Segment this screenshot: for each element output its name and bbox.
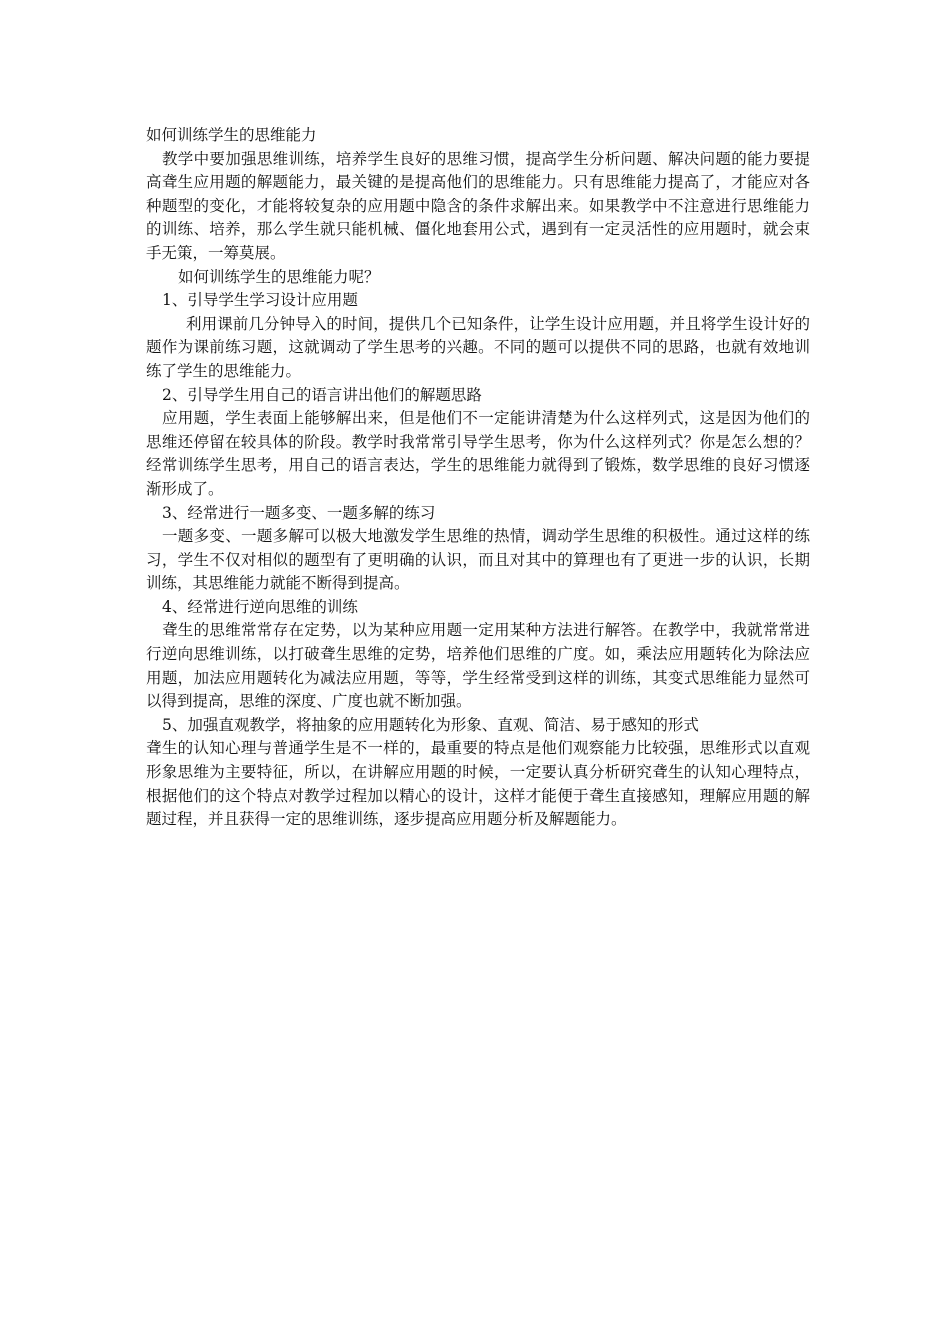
section-body-4: 聋生的思维常常存在定势，以为某种应用题一定用某种方法进行解答。在教学中，我就常常进行逆向思维训练，以打破聋生思维的定势，培养他们思维的广度。如，乘法应用题转化为除法应用题，加法应用题转化为减法应用题，等等，学生经常受到这样的训练，其变式思维能力显然可以得到提高，思维的深度、广度也就不断加强。 xyxy=(146,621,810,711)
document-title: 如何训练学生的思维能力 xyxy=(146,126,317,144)
section-heading-1: 1、引导学生学习设计应用题 xyxy=(162,291,358,310)
document-page xyxy=(146,124,810,832)
section-heading-2: 2、引导学生用自己的语言讲出他们的解题思路 xyxy=(162,385,482,404)
section-body-1: 利用课前几分钟导入的时间，提供几个已知条件，让学生设计应用题，并且将学生设计好的题作为课前练习题，这就调动了学生思考的兴趣。不同的题可以提供不同的思路，也就有效地训练了学生的思维能力。 xyxy=(146,314,810,380)
section-heading-3: 3、经常进行一题多变、一题多解的练习 xyxy=(162,503,436,522)
question-line: 如何训练学生的思维能力呢？ xyxy=(178,267,380,286)
intro-paragraph: 教学中要加强思维训练，培养学生良好的思维习惯，提高学生分析问题、解决问题的能力要提高聋生应用题的解题能力，最关键的是提高他们的思维能力。只有思维能力提高了，才能应对各种题型的变化，才能将较复杂的应用题中隐含的条件求解出来。如果教学中不注意进行思维能力的训练、培养，那么学生就只能机械、僵化地套用公式，遇到有一定灵活性的应用题时，就会束手无策，一筹莫展。 xyxy=(146,149,810,262)
section-heading-4: 4、经常进行逆向思维的训练 xyxy=(162,597,358,616)
section-heading-5: 5、加强直观教学，将抽象的应用题转化为形象、直观、简洁、易于感知的形式 xyxy=(162,715,699,734)
section-body-3: 一题多变、一题多解可以极大地激发学生思维的热情，调动学生思维的积极性。通过这样的练习，学生不仅对相似的题型有了更明确的认识，而且对其中的算理也有了更进一步的认识，长期训练，其思维能力就能不断得到提高。 xyxy=(146,527,810,593)
section-body-5: 聋生的认知心理与普通学生是不一样的，最重要的特点是他们观察能力比较强，思维形式以直观形象思维为主要特征，所以，在讲解应用题的时候，一定要认真分析研究聋生的认知心理特点，根据他们的这个特点对教学过程加以精心的设计，这样才能便于聋生直接感知，理解应用题的解题过程，并且获得一定的思维训练，逐步提高应用题分析及解题能力。 xyxy=(146,739,810,829)
section-body-2: 应用题，学生表面上能够解出来，但是他们不一定能讲清楚为什么这样列式，这是因为他们的思维还停留在较具体的阶段。教学时我常常引导学生思考，你为什么这样列式？你是怎么想的？经常训练学生思考，用自己的语言表达，学生的思维能力就得到了锻炼，数学思维的良好习惯逐渐形成了。 xyxy=(146,409,810,498)
